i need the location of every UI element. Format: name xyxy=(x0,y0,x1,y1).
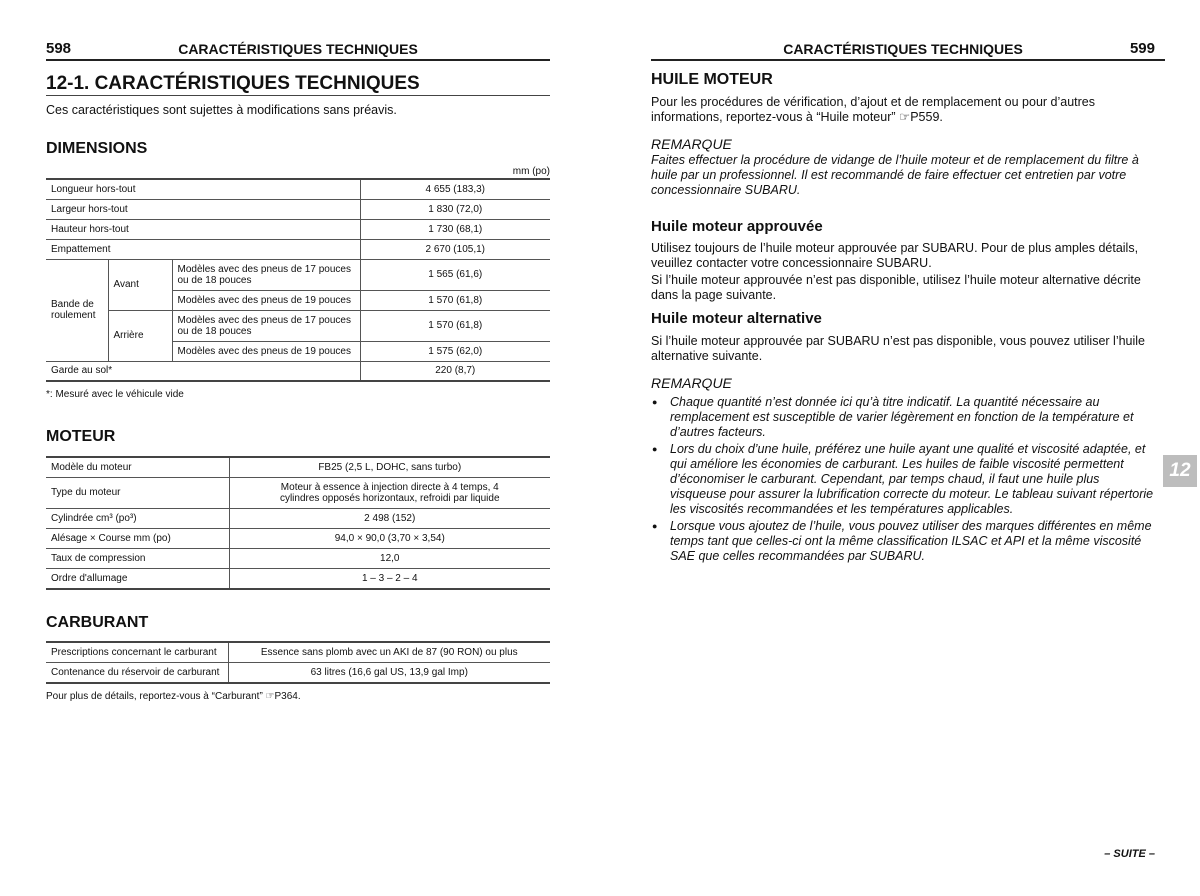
dimensions-title: DIMENSIONS xyxy=(46,140,148,157)
cell-value: Essence sans plomb avec un AKI de 87 (90 RON) ou plus xyxy=(228,642,550,662)
cell-label: Modèles avec des pneus de 19 pouces xyxy=(172,341,360,361)
cell-label: Prescriptions concernant le carburant xyxy=(46,642,228,662)
cell-label: Modèles avec des pneus de 17 pouces ou de 18 pouces xyxy=(172,310,360,341)
chapter-tab[interactable]: 12 xyxy=(1163,455,1197,487)
cell-value: 2 670 (105,1) xyxy=(360,239,550,259)
cell-label: Contenance du réservoir de carburant xyxy=(46,662,228,683)
heading-rule xyxy=(46,95,550,96)
footnote: *: Mesuré avec le véhicule vide xyxy=(46,389,184,400)
table-row xyxy=(46,457,550,477)
cell-value: 1 830 (72,0) xyxy=(360,199,550,219)
table-row xyxy=(46,477,550,508)
cell-label: Ordre d'allumage xyxy=(46,568,229,589)
table-row xyxy=(46,179,550,199)
cell-value: 1 570 (61,8) xyxy=(360,310,550,341)
fuel-table xyxy=(46,641,550,684)
cell-label: Alésage × Course mm (po) xyxy=(46,528,229,548)
continued-label: – SUITE – xyxy=(1104,848,1155,860)
cell-value: 220 (8,7) xyxy=(360,361,550,381)
table-row xyxy=(46,528,550,548)
page-number: 598 xyxy=(46,40,72,57)
fuel-title: CARBURANT xyxy=(46,614,149,631)
cell-label: Largeur hors-tout xyxy=(46,199,360,219)
cell-label: Longueur hors-tout xyxy=(46,179,360,199)
unit-label: mm (po) xyxy=(512,166,550,177)
cell-value: 12,0 xyxy=(229,548,550,568)
cell-value: 1 730 (68,1) xyxy=(360,219,550,239)
approved-oil-text: Utilisez toujours de l’huile moteur approuvée par SUBARU. Pour de plus amples détails, veuillez contacter votre concessionnaire SUBARU. xyxy=(651,241,1139,270)
list-item: ● Chaque quantité n’est donnée ici qu’à titre indicatif. La quantité nécessaire au remplacement est susceptible de varier légèrement en fonction de la température et d’autres facteurs. xyxy=(651,395,1155,440)
cell-label: Hauteur hors-tout xyxy=(46,219,360,239)
cell-value: FB25 (2,5 L, DOHC, sans turbo) xyxy=(229,457,550,477)
engine-table xyxy=(46,456,550,590)
dimensions-table xyxy=(46,178,550,382)
cell-label: Modèles avec des pneus de 19 pouces xyxy=(172,290,360,310)
alternative-oil-title: Huile moteur alternative xyxy=(651,310,822,327)
header-rule xyxy=(46,59,550,61)
header-rule xyxy=(651,59,1165,61)
approved-oil-text-2: Si l’huile moteur approuvée n’est pas disponible, utilisez l’huile moteur alternative décrite dans la page suivante. xyxy=(651,273,1141,302)
cell-label: Taux de compression xyxy=(46,548,229,568)
cell-label: Cylindrée cm³ (po³) xyxy=(46,508,229,528)
cell-label: Bande de roulement xyxy=(46,259,108,361)
approved-oil-title: Huile moteur approuvée xyxy=(651,218,823,235)
table-row xyxy=(46,259,550,290)
page-number: 599 xyxy=(1129,40,1155,57)
running-title: CARACTÉRISTIQUES TECHNIQUES xyxy=(178,41,418,57)
engine-oil-title: HUILE MOTEUR xyxy=(651,71,773,88)
intro-text: Ces caractéristiques sont sujettes à modifications sans préavis. xyxy=(46,103,397,117)
cell-value: 1 565 (61,6) xyxy=(360,259,550,290)
table-row xyxy=(46,219,550,239)
table-row xyxy=(46,508,550,528)
alternative-oil-text: Si l’huile moteur approuvée par SUBARU n’est pas disponible, vous pouvez utiliser l’huile alternative suivante. xyxy=(651,334,1146,363)
table-row xyxy=(46,642,550,662)
remark-label: REMARQUE xyxy=(651,136,732,152)
cell-value: 2 498 (152) xyxy=(229,508,550,528)
cell-label: Modèle du moteur xyxy=(46,457,229,477)
cell-label: Arrière xyxy=(108,310,172,361)
cell-value: Moteur à essence à injection directe à 4 temps, 4 cylindres opposés horizontaux, refroidi par liquide xyxy=(229,477,550,508)
running-title: CARACTÉRISTIQUES TECHNIQUES xyxy=(783,41,1023,57)
list-item: ● Lorsque vous ajoutez de l’huile, vous pouvez utiliser des marques différentes en même temps tant que celles-ci ont la même classification ILSAC et API et la même viscosité SAE que celles recommandées par SUBARU. xyxy=(651,519,1155,564)
cell-value: 1 575 (62,0) xyxy=(360,341,550,361)
list-item: ● Lors du choix d’une huile, préférez une huile ayant une qualité et viscosité adaptée, et qui améliore les économies de carburant. Les huiles de faible viscosité permettent d’économiser le carburant. Cependant, par temps chaud, il faut une huile plus visqueuse pour assurer la lubrification correcte du moteur. Le tableau suivant répertorie les viscosités recommandées et les températures applicables. xyxy=(651,442,1155,517)
table-row xyxy=(46,568,550,589)
cell-value: 1 – 3 – 2 – 4 xyxy=(229,568,550,589)
fuel-note: Pour plus de détails, reportez-vous à “Carburant” ☞P364. xyxy=(46,691,301,702)
cell-label: Type du moteur xyxy=(46,477,229,508)
cell-label: Empattement xyxy=(46,239,360,259)
table-row xyxy=(46,662,550,683)
cell-label: Avant xyxy=(108,259,172,310)
table-row xyxy=(46,548,550,568)
remark-label: REMARQUE xyxy=(651,375,732,391)
section-heading: 12-1. CARACTÉRISTIQUES TECHNIQUES xyxy=(46,73,420,94)
cell-label: Garde au sol* xyxy=(46,361,360,381)
cell-value: 1 570 (61,8) xyxy=(360,290,550,310)
engine-oil-intro: Pour les procédures de vérification, d’ajout et de remplacement ou pour d’autres informations, reportez-vous à “Huile moteur” ☞P559. xyxy=(651,95,1096,124)
table-row xyxy=(46,361,550,381)
engine-title: MOTEUR xyxy=(46,428,116,445)
remark-list xyxy=(651,395,1163,564)
remark-text: Faites effectuer la procédure de vidange de l’huile moteur et de remplacement du filtre à huile par un professionnel. Il est recommandé de faire effectuer cet entretien par votre concessionnaire SUBARU. xyxy=(651,153,1139,197)
cell-value: 4 655 (183,3) xyxy=(360,179,550,199)
cell-label: Modèles avec des pneus de 17 pouces ou de 18 pouces xyxy=(172,259,360,290)
cell-value: 94,0 × 90,0 (3,70 × 3,54) xyxy=(229,528,550,548)
cell-value: 63 litres (16,6 gal US, 13,9 gal Imp) xyxy=(228,662,550,683)
table-row xyxy=(46,239,550,259)
right-content xyxy=(651,71,1163,566)
table-row xyxy=(46,199,550,219)
table-row xyxy=(46,310,550,341)
